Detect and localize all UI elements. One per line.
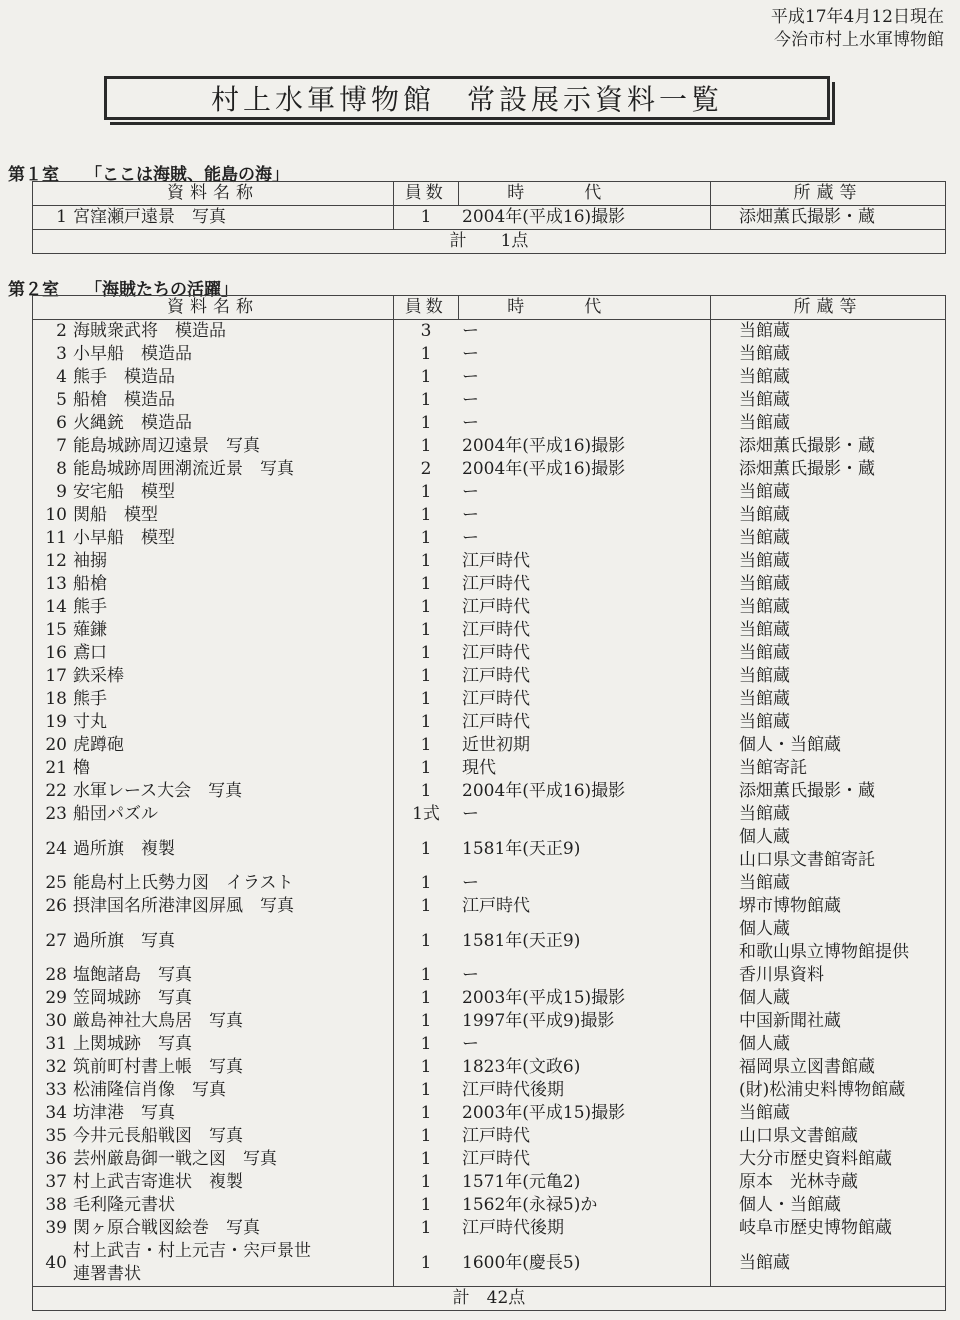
item-name: 能島城跡周囲潮流近景 写真	[73, 458, 394, 481]
item-quantity: 1	[420, 1195, 432, 1215]
item-owner: 当館蔵	[711, 550, 946, 573]
item-number: 4	[56, 367, 67, 387]
item-era: 江戸時代	[462, 643, 530, 663]
item-quantity: 1式	[412, 804, 440, 824]
col-qty: 員数	[394, 296, 459, 320]
item-quantity: 1	[420, 643, 432, 663]
item-quantity: 2	[420, 459, 432, 479]
item-number: 13	[45, 574, 67, 594]
item-number: 12	[45, 551, 67, 571]
table-row	[33, 987, 946, 1010]
item-number: 26	[45, 896, 67, 916]
item-owner-line1: 個人蔵	[739, 919, 790, 939]
item-quantity: 1	[420, 505, 432, 525]
item-number: 1	[56, 207, 67, 227]
item-owner: 原本 光林寺蔵	[711, 1171, 946, 1194]
table-row	[33, 1171, 946, 1194]
table-row	[33, 1010, 946, 1033]
item-era: ー	[462, 528, 479, 548]
room1-header-row	[33, 182, 946, 206]
item-name: 上関城跡 写真	[73, 1033, 394, 1056]
item-owner: 当館蔵	[711, 366, 946, 389]
item-name: 船槍 模造品	[73, 389, 394, 412]
item-owner: 個人蔵	[711, 1033, 946, 1056]
item-name: 虎蹲砲	[73, 734, 394, 757]
item-quantity: 1	[420, 1034, 432, 1054]
item-era: ー	[462, 482, 479, 502]
item-number: 17	[45, 666, 67, 686]
item-owner: (財)松浦史料博物館蔵	[711, 1079, 946, 1102]
item-name: 櫓	[73, 757, 394, 780]
item-era: 江戸時代	[462, 666, 530, 686]
room2-header-row	[33, 296, 946, 320]
item-number: 24	[45, 838, 67, 859]
item-era: 江戸時代	[462, 597, 530, 617]
item-owner: 山口県文書館蔵	[711, 1125, 946, 1148]
table-row	[33, 1033, 946, 1056]
room1-total: 計 1点	[33, 230, 946, 254]
item-owner-line2: 山口県文書館寄託	[739, 850, 875, 870]
item-number: 25	[45, 873, 67, 893]
table-row	[33, 435, 946, 458]
item-number: 27	[45, 930, 67, 951]
room2-label: 第２室	[8, 280, 59, 300]
item-name: 塩飽諸島 写真	[73, 964, 394, 987]
table-row	[33, 458, 946, 481]
item-owner-line2: 和歌山県立博物館提供	[739, 942, 909, 962]
item-quantity: 1	[420, 482, 432, 502]
item-era: 江戸時代後期	[462, 1080, 564, 1100]
item-owner: 当館蔵	[711, 343, 946, 366]
item-name: 芸州厳島御一戦之図 写真	[73, 1148, 394, 1171]
item-era: 1600年(慶長5)	[462, 1252, 581, 1273]
item-era: 2004年(平成16)撮影	[462, 781, 626, 801]
item-era: 江戸時代	[462, 574, 530, 594]
table-row	[33, 1217, 946, 1240]
item-era: ー	[462, 965, 479, 985]
item-quantity: 1	[420, 1080, 432, 1100]
room1-theme: 「ここは海賊、能島の海」	[85, 165, 289, 185]
item-era: ー	[462, 367, 479, 387]
item-quantity: 1	[420, 207, 432, 227]
table-row	[33, 895, 946, 918]
item-number: 14	[45, 597, 67, 617]
item-era: 1581年(天正9)	[462, 930, 581, 951]
item-name: 関ヶ原合戦図絵巻 写真	[73, 1217, 394, 1240]
item-era: 1997年(平成9)撮影	[462, 1011, 615, 1031]
room2-theme: 「海賊たちの活躍」	[85, 280, 238, 300]
item-quantity: 1	[420, 1126, 432, 1146]
item-name: 小早船 模型	[73, 527, 394, 550]
item-owner: 当館蔵	[711, 619, 946, 642]
item-owner: 当館蔵	[711, 688, 946, 711]
table-row	[33, 389, 946, 412]
col-era: 時代	[458, 296, 711, 320]
item-era: 1571年(元亀2)	[462, 1172, 581, 1192]
item-owner	[711, 918, 946, 964]
item-quantity: 1	[420, 1252, 432, 1273]
item-quantity: 1	[420, 873, 432, 893]
item-quantity: 1	[420, 758, 432, 778]
table-row	[33, 619, 946, 642]
table-row	[33, 780, 946, 803]
table-row	[33, 665, 946, 688]
item-owner: 当館蔵	[711, 481, 946, 504]
item-name: 宮窪瀬戸遠景 写真	[73, 206, 394, 230]
item-number: 8	[56, 459, 67, 479]
item-number: 35	[45, 1126, 67, 1146]
item-name: 小早船 模造品	[73, 343, 394, 366]
item-era: ー	[462, 390, 479, 410]
item-owner: 当館蔵	[711, 320, 946, 344]
item-number: 19	[45, 712, 67, 732]
item-owner: 堺市博物館蔵	[711, 895, 946, 918]
item-number: 29	[45, 988, 67, 1008]
item-era: 江戸時代後期	[462, 1218, 564, 1238]
item-era: ー	[462, 413, 479, 433]
item-name: 能島村上氏勢力図 イラスト	[73, 872, 394, 895]
item-number: 37	[45, 1172, 67, 1192]
item-quantity: 1	[420, 344, 432, 364]
col-name: 資料名称	[33, 182, 394, 206]
item-owner: 岐阜市歴史博物館蔵	[711, 1217, 946, 1240]
item-quantity: 1	[420, 896, 432, 916]
item-number: 20	[45, 735, 67, 755]
item-number: 33	[45, 1080, 67, 1100]
item-quantity: 1	[420, 1057, 432, 1077]
table-row	[33, 1079, 946, 1102]
item-era: 江戸時代	[462, 712, 530, 732]
item-number: 36	[45, 1149, 67, 1169]
item-era: 江戸時代	[462, 689, 530, 709]
item-quantity: 1	[420, 965, 432, 985]
room2-body	[33, 320, 946, 1287]
item-number: 34	[45, 1103, 67, 1123]
item-era: ー	[462, 505, 479, 525]
item-era: 江戸時代	[462, 1149, 530, 1169]
col-owner: 所蔵等	[711, 182, 946, 206]
item-name: 水軍レース大会 写真	[73, 780, 394, 803]
table-row	[33, 1056, 946, 1079]
item-name: 今井元長船戦図 写真	[73, 1125, 394, 1148]
col-owner: 所蔵等	[711, 296, 946, 320]
item-name: 過所旗 写真	[73, 918, 394, 964]
item-name: 過所旗 複製	[73, 826, 394, 872]
item-era: 1823年(文政6)	[462, 1057, 581, 1077]
item-quantity: 1	[420, 1103, 432, 1123]
item-number: 9	[56, 482, 67, 502]
item-number: 18	[45, 689, 67, 709]
item-quantity: 1	[420, 551, 432, 571]
table-row	[33, 1102, 946, 1125]
item-owner: 中国新聞社蔵	[711, 1010, 946, 1033]
item-quantity: 1	[420, 367, 432, 387]
item-name: 海賊衆武将 模造品	[73, 320, 394, 344]
item-quantity: 1	[420, 666, 432, 686]
item-era: 江戸時代	[462, 896, 530, 916]
table-row	[33, 320, 946, 344]
item-quantity: 1	[420, 1011, 432, 1031]
item-number: 21	[45, 758, 67, 778]
table-row	[33, 527, 946, 550]
item-owner: 添畑薫氏撮影・蔵	[711, 206, 946, 230]
item-number: 39	[45, 1218, 67, 1238]
item-number: 16	[45, 643, 67, 663]
item-era: 現代	[462, 758, 496, 778]
item-quantity: 1	[420, 930, 432, 951]
table-row	[33, 803, 946, 826]
item-era: ー	[462, 1034, 479, 1054]
item-number: 15	[45, 620, 67, 640]
item-name: 鉄采棒	[73, 665, 394, 688]
item-era: ー	[462, 873, 479, 893]
col-era: 時代	[458, 182, 711, 206]
room1-total-row	[33, 230, 946, 254]
item-owner: 当館蔵	[711, 573, 946, 596]
table-row	[33, 412, 946, 435]
item-quantity: 1	[420, 597, 432, 617]
item-name: 熊手	[73, 596, 394, 619]
page-title: 村上水軍博物館 常設展示資料一覧	[210, 83, 723, 116]
item-quantity: 1	[420, 735, 432, 755]
item-name: 松浦隆信肖像 写真	[73, 1079, 394, 1102]
item-name: 摂津国名所港津図屏風 写真	[73, 895, 394, 918]
table-row	[33, 872, 946, 895]
item-name: 坊津港 写真	[73, 1102, 394, 1125]
item-owner: 当館蔵	[711, 389, 946, 412]
item-name: 薙鎌	[73, 619, 394, 642]
item-quantity: 1	[420, 1149, 432, 1169]
item-quantity: 1	[420, 1218, 432, 1238]
item-number: 3	[56, 344, 67, 364]
item-era: 2004年(平成16)撮影	[462, 436, 626, 456]
item-quantity: 1	[420, 1172, 432, 1192]
item-number: 22	[45, 781, 67, 801]
item-number: 23	[45, 804, 67, 824]
item-owner: 個人蔵	[711, 987, 946, 1010]
table-row	[33, 1194, 946, 1217]
table-row	[33, 826, 946, 872]
item-owner: 香川県資料	[711, 964, 946, 987]
item-name: 関船 模型	[73, 504, 394, 527]
room1-body	[33, 206, 946, 230]
item-owner: 当館蔵	[711, 711, 946, 734]
table-row	[33, 366, 946, 389]
item-era: 江戸時代	[462, 551, 530, 571]
item-name: 寸丸	[73, 711, 394, 734]
item-name: 火縄銃 模造品	[73, 412, 394, 435]
item-name: 鳶口	[73, 642, 394, 665]
table-row	[33, 550, 946, 573]
item-name: 船槍	[73, 573, 394, 596]
item-number: 6	[56, 413, 67, 433]
item-era: 2004年(平成16)撮影	[462, 207, 626, 227]
room1-label: 第１室	[8, 165, 59, 185]
item-era: 1562年(永禄5)か	[462, 1195, 598, 1215]
item-owner: 当館蔵	[711, 642, 946, 665]
item-quantity: 1	[420, 689, 432, 709]
item-quantity: 1	[420, 574, 432, 594]
item-name: 熊手 模造品	[73, 366, 394, 389]
item-owner: 当館蔵	[711, 803, 946, 826]
item-name: 熊手	[73, 688, 394, 711]
item-owner: 当館蔵	[711, 504, 946, 527]
museum-name: 今治市村上水軍博物館	[774, 30, 944, 50]
item-owner: 添畑薫氏撮影・蔵	[711, 435, 946, 458]
item-name: 船団パズル	[73, 803, 394, 826]
item-quantity: 3	[420, 321, 432, 341]
table-row	[33, 504, 946, 527]
item-owner: 当館蔵	[711, 1240, 946, 1287]
page-header	[771, 6, 944, 52]
item-owner: 個人・当館蔵	[711, 734, 946, 757]
item-name-line1: 村上武吉・村上元吉・宍戸景世	[73, 1241, 311, 1261]
table-row	[33, 573, 946, 596]
item-owner-line1: 個人蔵	[739, 827, 790, 847]
item-quantity: 1	[420, 988, 432, 1008]
item-era: 江戸時代	[462, 1126, 530, 1146]
title-box	[104, 76, 830, 120]
table-row	[33, 1148, 946, 1171]
item-owner: 福岡県立図書館蔵	[711, 1056, 946, 1079]
item-name: 村上武吉寄進状 複製	[73, 1171, 394, 1194]
table-row	[33, 642, 946, 665]
table-row	[33, 481, 946, 504]
item-number: 7	[56, 436, 67, 456]
room2-table	[32, 295, 946, 1311]
room2-total-row	[33, 1287, 946, 1311]
item-owner: 当館蔵	[711, 412, 946, 435]
item-quantity: 1	[420, 712, 432, 732]
item-name: 毛利隆元書状	[73, 1194, 394, 1217]
item-era: ー	[462, 321, 479, 341]
table-row	[33, 343, 946, 366]
item-era: 2003年(平成15)撮影	[462, 988, 626, 1008]
table-row	[33, 918, 946, 964]
item-number: 30	[45, 1011, 67, 1031]
table-row	[33, 596, 946, 619]
table-row	[33, 688, 946, 711]
date-stamp: 平成17年4月12日現在	[770, 7, 944, 27]
item-owner: 当館寄託	[711, 757, 946, 780]
table-row	[33, 206, 946, 230]
item-number: 28	[45, 965, 67, 985]
table-row	[33, 1240, 946, 1287]
item-name	[73, 1240, 394, 1287]
item-quantity: 1	[420, 528, 432, 548]
table-row	[33, 757, 946, 780]
item-owner: 大分市歴史資料館蔵	[711, 1148, 946, 1171]
item-owner: 当館蔵	[711, 872, 946, 895]
item-quantity: 1	[420, 390, 432, 410]
item-number: 11	[45, 528, 67, 548]
item-era: 近世初期	[462, 735, 530, 755]
item-quantity: 1	[420, 436, 432, 456]
item-quantity: 1	[420, 413, 432, 433]
item-owner: 添畑薫氏撮影・蔵	[711, 780, 946, 803]
table-row	[33, 1125, 946, 1148]
item-number: 32	[45, 1057, 67, 1077]
col-qty: 員数	[394, 182, 459, 206]
table-row	[33, 964, 946, 987]
col-name: 資料名称	[33, 296, 394, 320]
item-era: ー	[462, 344, 479, 364]
item-number: 5	[56, 390, 67, 410]
item-owner: 添畑薫氏撮影・蔵	[711, 458, 946, 481]
item-owner: 当館蔵	[711, 1102, 946, 1125]
room2-total: 計 42点	[33, 1287, 946, 1311]
item-name: 能島城跡周辺遠景 写真	[73, 435, 394, 458]
table-row	[33, 734, 946, 757]
item-name: 厳島神社大鳥居 写真	[73, 1010, 394, 1033]
room1-table	[32, 181, 946, 254]
item-quantity: 1	[420, 838, 432, 859]
item-owner: 当館蔵	[711, 665, 946, 688]
item-owner	[711, 826, 946, 872]
item-number: 38	[45, 1195, 67, 1215]
item-quantity: 1	[420, 781, 432, 801]
item-owner: 当館蔵	[711, 596, 946, 619]
item-era: 江戸時代	[462, 620, 530, 640]
item-era: ー	[462, 804, 479, 824]
item-owner: 個人・当館蔵	[711, 1194, 946, 1217]
item-name: 安宅船 模型	[73, 481, 394, 504]
item-name-line2: 連署書状	[73, 1264, 141, 1284]
item-owner: 当館蔵	[711, 527, 946, 550]
item-name: 筑前町村書上帳 写真	[73, 1056, 394, 1079]
item-number: 10	[45, 505, 67, 525]
item-era: 1581年(天正9)	[462, 838, 581, 859]
item-number: 31	[45, 1034, 67, 1054]
item-era: 2004年(平成16)撮影	[462, 459, 626, 479]
item-number: 40	[45, 1252, 67, 1273]
item-era: 2003年(平成15)撮影	[462, 1103, 626, 1123]
table-row	[33, 711, 946, 734]
item-number: 2	[56, 321, 67, 341]
item-name: 袖搦	[73, 550, 394, 573]
item-quantity: 1	[420, 620, 432, 640]
item-name: 笠岡城跡 写真	[73, 987, 394, 1010]
